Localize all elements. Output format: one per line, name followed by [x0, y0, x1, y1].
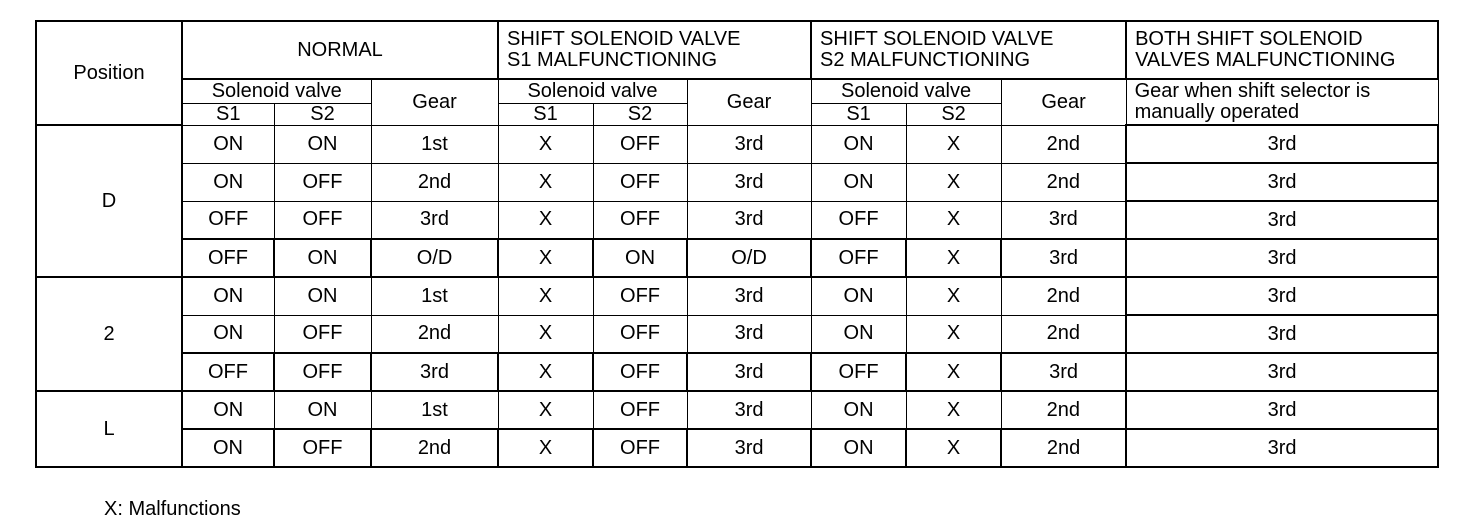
s1-malfunction-header-line1: SHIFT SOLENOID VALVE — [507, 28, 741, 50]
s2-malf-gear-cell: 2nd — [1001, 391, 1126, 429]
normal-s1-cell: OFF — [182, 201, 274, 239]
manual-gear-cell: 3rd — [1126, 429, 1438, 467]
s1-malf-s1-cell: X — [498, 391, 593, 429]
normal-gear-cell: 1st — [371, 125, 498, 163]
table-row — [36, 239, 1438, 277]
position-cell: 2 — [36, 277, 182, 391]
normal-gear-cell: 3rd — [371, 353, 498, 391]
s2-malf-s2-header: S2 — [906, 103, 1001, 125]
s2-malfunction-header-line2: S2 MALFUNCTIONING — [820, 49, 1031, 71]
s1-malf-gear-cell: 3rd — [687, 125, 811, 163]
s1-malf-s2-cell: ON — [593, 239, 687, 277]
s2-malf-gear-cell: 3rd — [1001, 353, 1126, 391]
s2-malf-s1-cell: ON — [811, 125, 906, 163]
s2-malf-gear-cell: 3rd — [1001, 239, 1126, 277]
s2-malf-s2-cell: X — [906, 201, 1001, 239]
manual-gear-cell: 3rd — [1126, 391, 1438, 429]
manual-gear-cell: 3rd — [1126, 125, 1438, 163]
manual-gear-cell: 3rd — [1126, 201, 1438, 239]
s1-malf-s1-cell: X — [498, 163, 593, 201]
s1-malf-s2-cell: OFF — [593, 315, 687, 353]
manual-gear-header-line1: Gear when shift selector is — [1134, 80, 1371, 102]
normal-s1-cell: ON — [182, 163, 274, 201]
s1-malf-gear-header: Gear — [687, 79, 811, 125]
s1-malf-s1-header: S1 — [498, 103, 593, 125]
s1-malf-gear-cell: 3rd — [687, 163, 811, 201]
s2-malf-gear-cell: 2nd — [1001, 163, 1126, 201]
table-row — [36, 429, 1438, 467]
table-row — [36, 391, 1438, 429]
s1-malf-s2-cell: OFF — [593, 125, 687, 163]
normal-s1-cell: ON — [182, 277, 274, 315]
s1-malf-s1-cell: X — [498, 277, 593, 315]
normal-gear-cell: 2nd — [371, 429, 498, 467]
s2-malf-gear-cell: 2nd — [1001, 315, 1126, 353]
normal-s1-cell: ON — [182, 125, 274, 163]
position-cell: D — [36, 125, 182, 277]
normal-gear-cell: O/D — [371, 239, 498, 277]
normal-s1-cell: ON — [182, 391, 274, 429]
s2-malf-gear-cell: 2nd — [1001, 429, 1126, 467]
table-row — [36, 277, 1438, 315]
normal-s2-cell: ON — [274, 277, 371, 315]
table-row — [36, 125, 1438, 163]
table-row — [36, 201, 1438, 239]
manual-gear-cell: 3rd — [1126, 353, 1438, 391]
normal-s2-cell: ON — [274, 391, 371, 429]
table-row — [36, 353, 1438, 391]
s2-malf-s1-cell: ON — [811, 391, 906, 429]
s2-malf-s2-cell: X — [906, 163, 1001, 201]
normal-s2-cell: ON — [274, 239, 371, 277]
manual-gear-cell: 3rd — [1126, 163, 1438, 201]
normal-s2-cell: OFF — [274, 315, 371, 353]
s2-malfunction-header-line1: SHIFT SOLENOID VALVE — [820, 28, 1054, 50]
s2-malf-gear-cell: 2nd — [1001, 277, 1126, 315]
s2-malf-solenoid-valve-header: Solenoid valve — [811, 79, 1001, 103]
s1-malf-s1-cell: X — [498, 353, 593, 391]
s2-malf-s1-cell: ON — [811, 163, 906, 201]
both-malfunction-header — [1126, 21, 1438, 79]
s2-malf-s2-cell: X — [906, 277, 1001, 315]
s1-malf-s1-cell: X — [498, 239, 593, 277]
s1-malf-gear-cell: 3rd — [687, 277, 811, 315]
s1-malf-gear-cell: 3rd — [687, 391, 811, 429]
normal-gear-cell: 2nd — [371, 163, 498, 201]
s2-malf-s1-header: S1 — [811, 103, 906, 125]
s1-malf-s2-cell: OFF — [593, 391, 687, 429]
normal-s2-cell: OFF — [274, 429, 371, 467]
s2-malf-s1-cell: ON — [811, 277, 906, 315]
s2-malf-gear-cell: 2nd — [1001, 125, 1126, 163]
s2-malf-s2-cell: X — [906, 391, 1001, 429]
s1-malf-gear-cell: O/D — [687, 239, 811, 277]
manual-gear-cell: 3rd — [1126, 277, 1438, 315]
s2-malf-s1-cell: ON — [811, 429, 906, 467]
s1-malf-s1-cell: X — [498, 315, 593, 353]
s2-malf-gear-cell: 3rd — [1001, 201, 1126, 239]
s2-malf-gear-header: Gear — [1001, 79, 1126, 125]
s1-malf-s2-cell: OFF — [593, 353, 687, 391]
normal-s1-cell: OFF — [182, 353, 274, 391]
normal-s1-cell: ON — [182, 429, 274, 467]
normal-s2-header: S2 — [274, 103, 371, 125]
s1-malf-solenoid-valve-header: Solenoid valve — [498, 79, 687, 103]
normal-gear-cell: 1st — [371, 277, 498, 315]
s2-malf-s2-cell: X — [906, 125, 1001, 163]
manual-gear-header-line2: manually operated — [1134, 101, 1300, 123]
normal-s2-cell: ON — [274, 125, 371, 163]
s1-malf-s2-cell: OFF — [593, 429, 687, 467]
s1-malf-gear-cell: 3rd — [687, 429, 811, 467]
normal-s2-cell: OFF — [274, 353, 371, 391]
s1-malf-s2-cell: OFF — [593, 163, 687, 201]
normal-s1-cell: ON — [182, 315, 274, 353]
s2-malfunction-header — [811, 21, 1126, 79]
normal-gear-cell: 3rd — [371, 201, 498, 239]
s1-malf-s2-header: S2 — [593, 103, 687, 125]
normal-s2-cell: OFF — [274, 201, 371, 239]
manual-gear-cell: 3rd — [1126, 239, 1438, 277]
s2-malf-s2-cell: X — [906, 315, 1001, 353]
normal-s1-header: S1 — [182, 103, 274, 125]
s2-malf-s1-cell: OFF — [811, 239, 906, 277]
footnote: X: Malfunctions — [104, 498, 241, 520]
normal-s2-cell: OFF — [274, 163, 371, 201]
normal-gear-cell: 1st — [371, 391, 498, 429]
normal-s1-cell: OFF — [182, 239, 274, 277]
s1-malf-gear-cell: 3rd — [687, 315, 811, 353]
s2-malf-s2-cell: X — [906, 239, 1001, 277]
both-malfunction-header-line1: BOTH SHIFT SOLENOID — [1135, 28, 1363, 50]
table-row — [36, 163, 1438, 201]
s1-malf-s2-cell: OFF — [593, 201, 687, 239]
s2-malf-s2-cell: X — [906, 429, 1001, 467]
position-cell: L — [36, 391, 182, 467]
s1-malf-s2-cell: OFF — [593, 277, 687, 315]
normal-header: NORMAL — [182, 21, 498, 79]
s1-malf-gear-cell: 3rd — [687, 353, 811, 391]
s2-malf-s2-cell: X — [906, 353, 1001, 391]
manual-gear-cell: 3rd — [1126, 315, 1438, 353]
s1-malf-s1-cell: X — [498, 125, 593, 163]
both-malfunction-header-line2: VALVES MALFUNCTIONING — [1135, 49, 1396, 71]
normal-solenoid-valve-header: Solenoid valve — [182, 79, 371, 103]
solenoid-malfunction-table — [35, 20, 1439, 468]
s1-malf-s1-cell: X — [498, 429, 593, 467]
normal-gear-header: Gear — [371, 79, 498, 125]
s2-malf-s1-cell: OFF — [811, 201, 906, 239]
normal-gear-cell: 2nd — [371, 315, 498, 353]
position-header: Position — [36, 21, 182, 125]
s1-malfunction-header-line2: S1 MALFUNCTIONING — [507, 49, 718, 71]
s1-malf-gear-cell: 3rd — [687, 201, 811, 239]
s2-malf-s1-cell: OFF — [811, 353, 906, 391]
manual-gear-header — [1126, 79, 1438, 125]
s2-malf-s1-cell: ON — [811, 315, 906, 353]
table-row — [36, 315, 1438, 353]
s1-malfunction-header — [498, 21, 811, 79]
s1-malf-s1-cell: X — [498, 201, 593, 239]
